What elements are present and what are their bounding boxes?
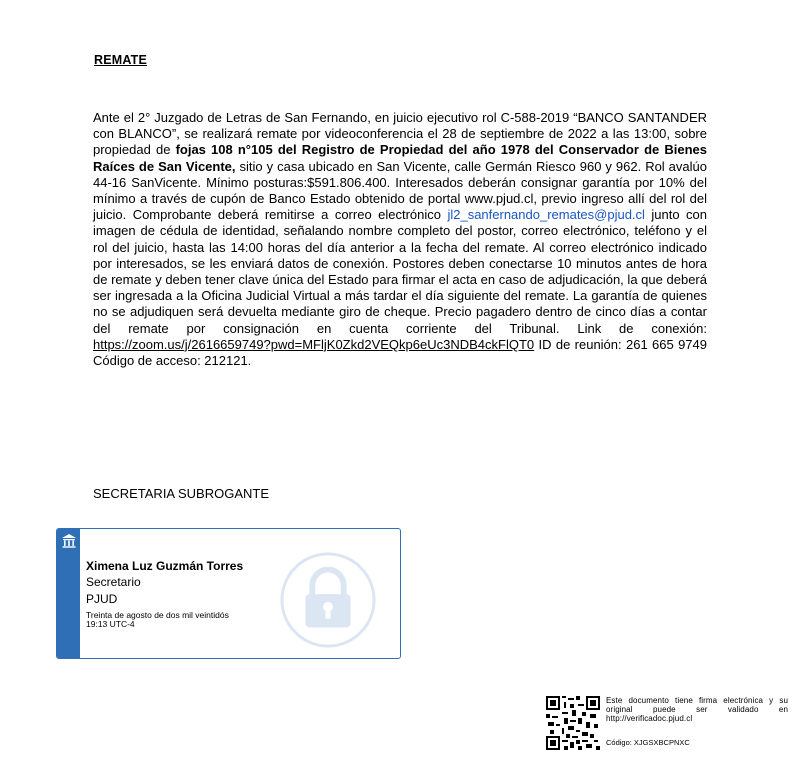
lock-icon — [279, 551, 377, 649]
body-text-part-1: Ante el 2° Juzgado de Letras de San Fernando, en juicio ejecutivo rol C-588-2019 “BANCO SANTANDER con BLANCO”, se realizará remate por videoconferencia el 28 de septiembre de 2022 a las 13:00, sobre propiedad de — [93, 110, 707, 158]
secretaria-label: SECRETARIA SUBROGANTE — [93, 486, 270, 501]
body-text-part-2: sitio y casa ubicado en San Vicente, calle Germán Riesco 960 y 962. Rol avalúo 44-16 SanVicente. Mínimo posturas:$591.806.400. Interesados deberán consignar garantía por 10% del mínimo a través de cupón de Banco Estado obtenido de portal www.pjud.cl, previo ingreso allí del rol del juicio. Comprobante deberá remitirse a correo electrónico — [93, 158, 707, 223]
body-text-part-3: junto con imagen de cédula de identidad, señalando nombre completo del postor, correo electrónico, teléfono y el rol del juicio, hasta las 14:00 horas del día anterior a la fecha del remate. Al correo electrónico indicado por interesados, se les enviará datos de conexión. Postores deben conectarse 10 minutos antes de hora de remate y deben tener clave única del Estado para firmar el acta en caso de adjudicación, la que deberá ser ingresada a la Oficina Judicial Virtual a más tardar el día siguiente del remate. La garantía de quienes no se adjudiquen será devuelta mediante giro de cheque. Precio pagadero dentro de cinco días a contar del remate por consignación en cuenta corriente del Tribunal. Link de conexión: — [93, 207, 707, 336]
signer-org: PJUD — [86, 592, 118, 606]
body-text-part-4: ID de reunión: 261 665 9749 Código de acceso: 212121. — [93, 336, 707, 369]
signature-sidebar — [57, 529, 80, 658]
verification-code: Código: XJGSXBCPNXC — [606, 738, 690, 747]
signature-date-line-2: 19:13 UTC-4 — [86, 619, 135, 629]
signer-name: Ximena Luz Guzmán Torres — [86, 559, 244, 573]
signature-date — [86, 611, 229, 629]
signer-role: Secretario — [86, 575, 141, 589]
courthouse-icon — [61, 533, 77, 549]
signature-box — [56, 528, 401, 659]
verification-text: Este documento tiene firma electrónica y su original puede ser validado en http://verificadoc.pjud.cl — [606, 696, 788, 723]
email-address[interactable]: jl2_sanfernando_remates@pjud.cl — [447, 207, 645, 223]
body-text-bold: fojas 108 n°105 del Registro de Propiedad del año 1978 del Conservador de Bienes Raíces de San Vicente, — [93, 142, 707, 174]
signature-date-line-1: Treinta de agosto de dos mil veintidós — [86, 610, 229, 620]
zoom-link[interactable]: https://zoom.us/j/2616659749?pwd=MFljK0Zkd2VEQkp6eUc3NDB4ckFlQT0 — [93, 336, 535, 352]
document-body — [93, 110, 707, 369]
document-title: REMATE — [94, 53, 148, 67]
qr-code-icon — [546, 696, 600, 750]
